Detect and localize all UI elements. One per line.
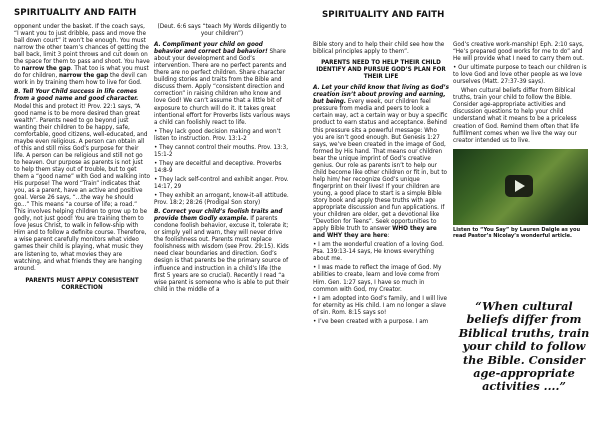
who-why-emphasis: WHO they are and WHY they are here	[313, 226, 437, 240]
foolish-bullet-2: • They cannot control their mouths. Prov. 13:3, 15:1-2	[154, 144, 289, 158]
identity-bullet-2: • I was made to reflect the image of God. My abilities to create, learn and love come from Him. Gen. 1:27 says, I have so much in common with God, my Creator.	[313, 265, 442, 293]
video-caption: Listen to “You Say” by Lauren Daigle as you read Pastor’s Nicolay’s wonderful article.	[453, 226, 581, 240]
compliment-paragraph	[154, 42, 290, 127]
left-column-1	[14, 24, 150, 294]
intro-text-e: the devil can work in by training them how to live for God.	[14, 73, 147, 87]
good-name-body: Model this and protect it! Prov. 22:1 says, “A good name is to be more desired than great wealth”. Parents need to go beyond just wanting their children to be happy, safe, comfortable, good citizens, well-educated, and maybe even religious. A person can obtain all of this and still miss God’s purpose for their life. A person can be religious and still not go to heaven. Our purpose as parents is not just to help them stay out of trouble, but to get them a “good name” with God and walking into His purpose! The word “Train” indicates that you, as a parent, have an active and positive goal. Verse 26 says, “...the way he should go...” This means “a course of life; a road.” This involves helping children to grow up to be godly, not just good! You are training them to love Jesus Christ, to walk in fellow-ship with Him and to follow a definite course. Therefore, a wise parent carefully monitors what video games their child is playing, what music they are listening to, what movies they are watching, and what friends they are hanging around.	[14, 103, 150, 272]
foolish-bullet-4: • They lack self-control and exhibit anger. Prov. 14:17, 29	[154, 176, 289, 190]
good-name-title: B. Tell Your Child success in life comes from a good name and good character.	[14, 89, 139, 103]
bible-story-continuation: Bible story and to help their child see how the biblical principles apply to them”.	[313, 42, 445, 56]
creation-body: Every week, our children feel pressure from media and peers to look a certain way, act a certain way or buy a specific product to earn status and acceptance. Behind this pressure sits a powerful message: Who you are isn’t good enough. But Genesis 1:27 says, we’ve been created in the image of God, formed by His hand. That means our children bear the unique imprint of God’s creative genius. Our role as parents isn’t to help our child become like other children or fit in, but to help him/ her recognize God’s unique fingerprint on their lives! If your children are young, a good place to start is a simple Bible story book and apply these truths with age appropriate discussion and fun applications. If your children are older, get a devotional like “Devotion for Teens”. Seek opportunities to apply Bible truth to answer	[313, 99, 448, 233]
identity-bullet-3: • I am adopted into God’s family, and I will live for eternity as His child. I am no longer a slave of sin. Rom. 8:15 says so!	[313, 295, 447, 316]
identity-bullet-1: • I am the wonderful creation of a loving God. Psa. 139:13-14 says, He knows everything about me.	[313, 242, 444, 263]
left-column-2	[154, 24, 290, 296]
identity-bullet-4: • I’ve been created with a purpose. I am	[313, 318, 429, 325]
workmanship-paragraph: God’s creative work-manship! Eph. 2:10 says, “He’s prepared good works for me to do” and He will provide what I need to carry them out.	[453, 42, 584, 63]
cultural-beliefs-paragraph: When cultural beliefs differ from Biblical truths, train your child to follow the Bible. Consider age-appropriate activities and discussion questions to help your child understand what it means to be a priceless creation of God. Remind them often that life fulfillment comes when we live the way our creator intended us to live.	[453, 88, 579, 144]
good-name-paragraph	[14, 89, 150, 272]
narrow-gap-emphasis-1: narrow the gap	[21, 66, 71, 73]
foolish-bullet-3: • They are deceitful and deceptive. Proverbs 14:8-9	[154, 160, 282, 174]
deut-quote: (Deut. 6:6 says “teach My Words diligently to your children”)	[157, 24, 287, 38]
right-column-2	[453, 42, 590, 239]
right-column-1	[313, 42, 449, 328]
intro-paragraph	[14, 24, 150, 87]
intro-text-c: . That too is what you must do for children,	[14, 66, 149, 80]
play-icon[interactable]	[505, 175, 533, 197]
left-page-header: SPIRITUALITY AND FAITH	[14, 8, 137, 18]
pull-quote: “When cultural beliefs differ from Biblical truths, train your child to follow the Bible. Consider age-appropriate activities ....”	[458, 299, 590, 394]
foolish-bullet-1: • They lack good decision making and won’t listen to instruction. Prov. 13:1-2	[154, 128, 281, 142]
creation-end: :	[387, 233, 390, 240]
creation-paragraph	[313, 85, 449, 240]
compliment-body: Share about your development and God’s intervention. There are no perfect parents and there are no perfect children. Share character building stories and traits from the Bible and discuss them. Apply “consistent direction and correction” in raising children who know and love God! We can’t assume that a little bit of exposure to church will do it. It takes great intentional effort for Proverbs lists various ways a child can foolishly react to life.	[154, 49, 291, 126]
correction-subhead: PARENTS MUST APPLY CONSISTENT CORRECTION	[25, 277, 139, 291]
correct-foolish-paragraph	[154, 209, 290, 294]
right-page-header: SPIRITUALITY AND FAITH	[322, 10, 445, 20]
video-thumbnail[interactable]	[453, 149, 588, 225]
correct-foolish-title: B. Correct your child’s foolish traits and provide them Godly example.	[154, 209, 283, 223]
identify-plan-subhead: PARENTS NEED TO HELP THEIR CHILD IDENTIFY AND PURSUE GOD’S PLAN FOR THEIR LIFE	[316, 60, 446, 81]
intro-text-a: opponent under the basket. If the coach says, “I want you to just dribble, pass and move the ball down court” it won’t be enough. You must narrow the other team’s chances of getting the ball back, limit 3 point throws and cut down on the space for them to pass and shoot. You have to	[14, 24, 150, 73]
ultimate-purpose-bullet: • Our ultimate purpose to teach our children is to love God and love other people as we love ourselves (Matt. 27:37-39 says).	[453, 65, 587, 86]
correct-foolish-body: If parents condone foolish behavior, excuse it, tolerate it; or simply yell and warn, they will never drive the foolishness out. Parents must replace foolishness with wisdom (see Prov. 29:15). Kids need clear boundaries and direction. God’s design is that parents be the primary source of influence and instruction in a child’s life (the first 5 years are so crucial). Recently I read “a wise parent is someone who is able to put their child in the middle of a	[154, 216, 290, 293]
compliment-title: A. Compliment your child on good behavior and correct bad behavior!	[154, 42, 268, 56]
creation-title: A. Let your child know that living as God’s creation isn’t about proving and earning, but being.	[313, 85, 449, 106]
foolish-bullet-5: • They exhibit an arrogant, know-it-all attitude. Prov. 18:2; 28:26 (Prodigal Son story)	[154, 193, 289, 207]
narrow-gap-emphasis-2: narrow the gap	[58, 73, 109, 80]
